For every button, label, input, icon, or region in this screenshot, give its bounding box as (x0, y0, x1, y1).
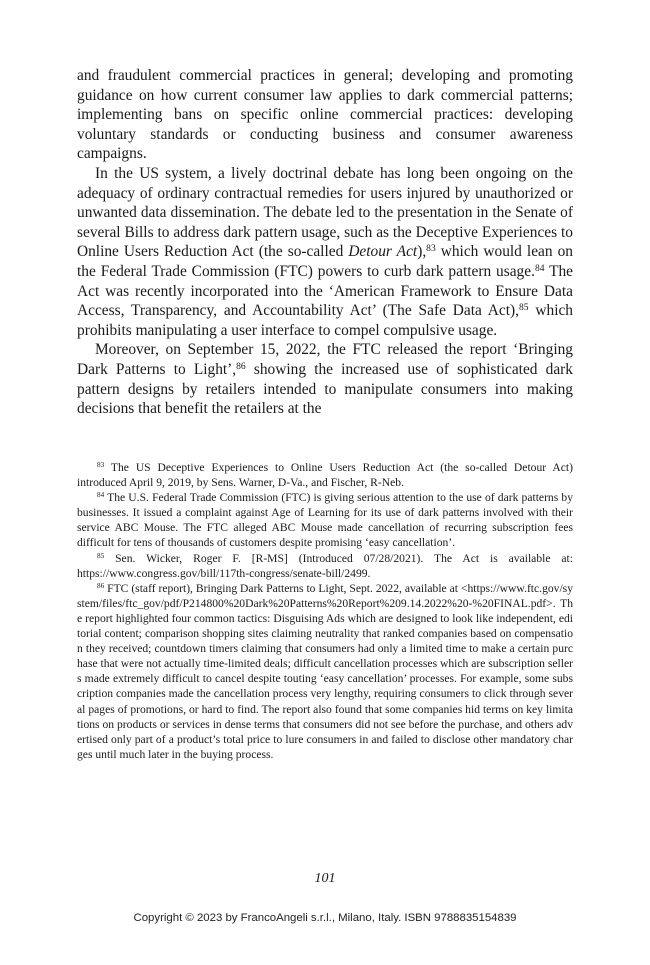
footnote-85 (77, 551, 573, 581)
main-text (77, 66, 573, 419)
paragraph-3-text-a: Moreover, on September 15, 2022, the FTC released the report ‘Bringing Dark Patterns to Light’, (77, 341, 573, 378)
footnote-number: 86 (97, 581, 105, 590)
footnote-ref-85[interactable]: 85 (519, 301, 529, 313)
paragraph-2-text-c: which would lean on the Federal Trade Commission (FTC) powers to curb dark pattern usage. (77, 243, 573, 280)
footnote-text: FTC (staff report), Bringing Dark Patterns to Light, Sept. 2022, available at <https://www.ftc.gov/system/files/ftc_gov/pdf/P214800%20Dark%20Patterns%20Report%209.14.2022%20-%20FINAL.pdf>. The report highlighted four common tactics: Disguising Ads which are designed to look like independent, editorial content; comparison shopping sites claiming neutrality that ranked companies based on compensation they received; countdown timers claiming that consumers had only a limited time to make a certain purchase that were not actually time-limited deals; difficult cancellation processes which are subscription sellers made extremely difficult to cancel despite touting ‘easy cancellation’ processes. For example, some subscription companies made the cancellation process very lengthy, requiring consumers to click through several pages of promotions, or hard to find. The report also found that some companies hid terms on key limitations on products or services in dense terms that consumers did not see before the purchase, and others advertised only part of a product’s total price to lure consumers in and failed to disclose other mandatory charges until much later in the buying process. (77, 581, 573, 761)
page-number: 101 (314, 871, 336, 886)
footnote-86 (77, 581, 573, 762)
footnote-84 (77, 490, 573, 550)
paragraph-3-text-b: showing the increased use of sophisticated dark pattern designs by retailers intended to manipulate consumers into making decisions that benefit the retailers at the (77, 360, 573, 418)
footnote-text: The US Deceptive Experiences to Online Users Reduction Act (the so-called Detour Act) introduced April 9, 2019, by Sens. Warner, D-Va., and Fischer, R-Neb. (77, 461, 573, 490)
footnote-83 (77, 460, 573, 490)
footnote-ref-86[interactable]: 86 (236, 360, 246, 372)
detour-act-name: Detour Act (348, 243, 418, 261)
paragraph-1: and fraudulent commercial practices in general; developing and promoting guidance on how current consumer law applies to dark commercial patterns; implementing bans on specific online commercial practices: developing voluntary standards or conducting business and consumer awareness campaigns. (77, 67, 573, 163)
footnote-ref-84[interactable]: 84 (534, 262, 545, 274)
copyright-notice: Copyright © 2023 by FrancoAngeli s.r.l., Milano, Italy. ISBN 9788835154839 (133, 912, 517, 924)
paragraph-2-text-a: In the US system, a lively doctrinal debate has long been ongoing on the adequacy of ordinary contractual remedies for users injured by unauthorized or unwanted data dissemination. The debate led to the presentation in the Senate of several Bills to address dark pattern usage, such as the Deceptive Experiences to Online Users Reduction Act (the so-called (77, 164, 573, 261)
footnote-ref-83[interactable]: 83 (426, 243, 436, 255)
footnote-number: 85 (97, 551, 105, 560)
paragraph-3 (77, 340, 573, 418)
footnote-number: 83 (97, 461, 105, 470)
footnote-text: Sen. Wicker, Roger F. [R-MS] (Introduced 07/28/2021). The Act is available at: https://www.congress.gov/bill/117th-congress/senate-bill/2499. (77, 551, 573, 580)
paragraph-2-text-b: ), (417, 243, 427, 261)
footnote-number: 84 (97, 491, 105, 500)
paragraph-2-text-d: The Act was recently incorporated into the ‘American Framework to Ensure Data Access, Transparency, and Accountability Act’ (The Safe Data Act), (77, 262, 574, 320)
paragraph-2-text-e: which prohibits manipulating a user interface to compel compulsive usage. (77, 302, 573, 339)
footnote-text: The U.S. Federal Trade Commission (FTC) is giving serious attention to the use of dark patterns by businesses. It issued a complaint against Age of Learning for its use of dark patterns involved with their service ABC Mouse. The FTC alleged ABC Mouse made cancellation of recurring subscription fees difficult for tens of thousands of customers despite promising ‘easy cancellation’. (77, 491, 573, 550)
paragraph-2 (77, 164, 573, 340)
footnotes-section (77, 460, 573, 762)
